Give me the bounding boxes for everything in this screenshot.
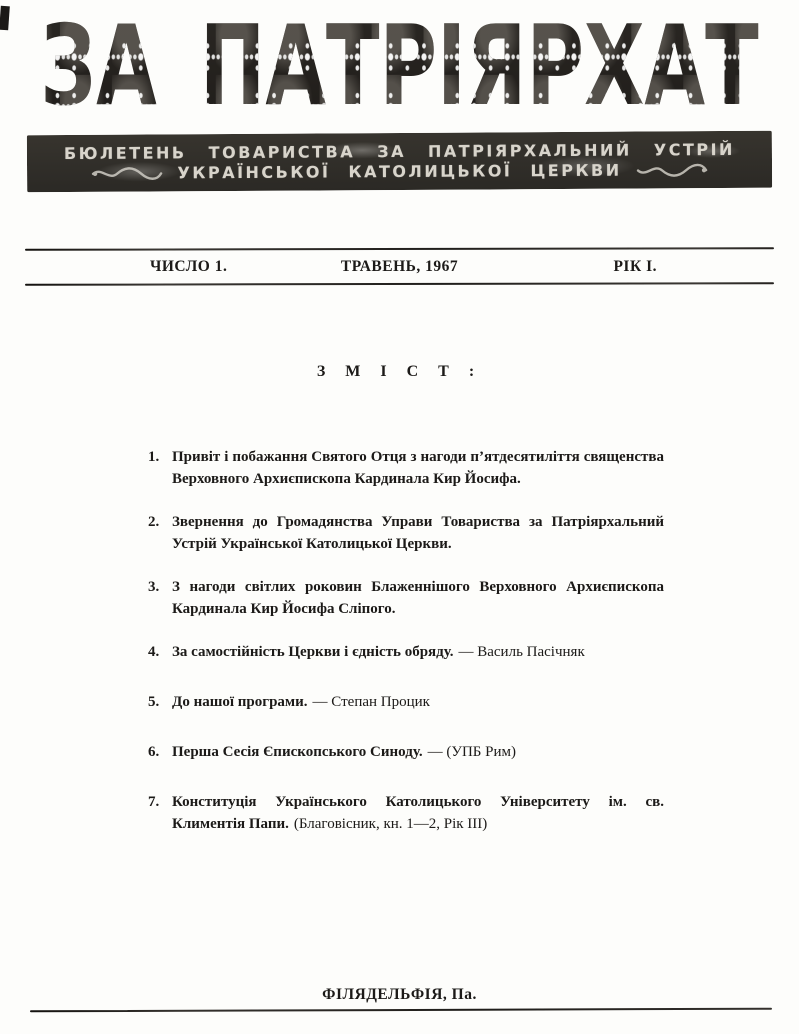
issue-rule-bottom bbox=[25, 282, 774, 286]
toc-item-author: — (УПБ Рим) bbox=[427, 744, 516, 760]
toc-item-7 bbox=[148, 791, 664, 835]
toc-item-text bbox=[172, 791, 664, 835]
masthead bbox=[0, 0, 799, 190]
toc-item-1 bbox=[148, 446, 664, 490]
banner-subtitle-row bbox=[27, 159, 772, 184]
toc-item-6 bbox=[148, 741, 664, 763]
masthead-banner bbox=[27, 131, 772, 193]
toc-item-author: — Василь Пасічняк bbox=[458, 644, 585, 660]
toc-item-title: Звернення до Громадянства Управи Товариства за Патріярхальний Устрій Української Католицької Церкви. bbox=[172, 514, 664, 552]
footer-rule bbox=[30, 1008, 772, 1013]
toc-item-text bbox=[172, 641, 664, 663]
table-of-contents bbox=[0, 363, 799, 835]
masthead-title: ЗА ПАТРІЯРХАТ bbox=[8, 10, 791, 123]
toc-item-title: Привіт і побажання Святого Отця з нагоди п’ятдесятиліття священства Верховного Архиєпископа Кардинала Кир Йосифа. bbox=[172, 449, 664, 487]
issue-number: ЧИСЛО 1. bbox=[150, 258, 228, 275]
banner-subtitle-line-1: БЮЛЕТЕНЬ ТОВАРИСТВА ЗА ПАТРІЯРХАЛЬНИЙ УСТРІЙ bbox=[63, 139, 735, 163]
toc-item-text bbox=[172, 511, 664, 555]
toc-item-number: 6. bbox=[148, 744, 160, 760]
toc-item-text bbox=[172, 576, 664, 620]
contents-heading: З М І С Т : bbox=[316, 363, 483, 380]
toc-item-number: 4. bbox=[148, 644, 160, 660]
toc-item-author: — Степан Процик bbox=[312, 694, 430, 710]
toc-item-number: 7. bbox=[148, 794, 160, 810]
issue-year: РІК І. bbox=[613, 258, 657, 275]
toc-item-number: 1. bbox=[148, 449, 160, 465]
contents-list bbox=[148, 446, 664, 835]
issue-bar bbox=[25, 248, 774, 285]
toc-item-title: З нагоди світлих роковин Блаженнішого Верховного Архиєпископа Кардинала Кир Йосифа Сліпого. bbox=[172, 579, 664, 617]
toc-item-text bbox=[172, 691, 664, 713]
toc-item-author: (Благовісник, кн. 1—2, Рік ІІІ) bbox=[293, 816, 488, 832]
toc-item-title: За самостійність Церкви і єдність обряду. bbox=[172, 644, 454, 660]
issue-date: ТРАВЕНЬ, 1967 bbox=[340, 258, 459, 275]
footer-city: ФІЛЯДЕЛЬФІЯ, Па. bbox=[322, 986, 477, 1003]
toc-item-text bbox=[172, 446, 664, 490]
toc-item-number: 3. bbox=[148, 579, 160, 595]
toc-item-number: 5. bbox=[148, 694, 160, 710]
toc-item-text bbox=[172, 741, 664, 763]
toc-item-2 bbox=[148, 511, 664, 555]
toc-item-number: 2. bbox=[148, 514, 160, 530]
flourish-left-icon bbox=[91, 166, 163, 180]
banner-subtitle-line-2: УКРАЇНСЬКОЇ КАТОЛИЦЬКОЇ ЦЕРКВИ bbox=[177, 160, 622, 182]
flourish-right-icon bbox=[636, 163, 708, 177]
issue-row bbox=[25, 250, 774, 283]
toc-item-3 bbox=[148, 576, 664, 620]
toc-item-title: До нашої програми. bbox=[172, 694, 308, 710]
toc-item-4 bbox=[148, 641, 664, 663]
toc-item-title: Перша Сесія Єпископського Синоду. bbox=[172, 744, 423, 760]
toc-item-title: Конституція Українського Католицького Університету ім. св. Климентія Папи. bbox=[172, 794, 664, 832]
toc-item-5 bbox=[148, 691, 664, 713]
